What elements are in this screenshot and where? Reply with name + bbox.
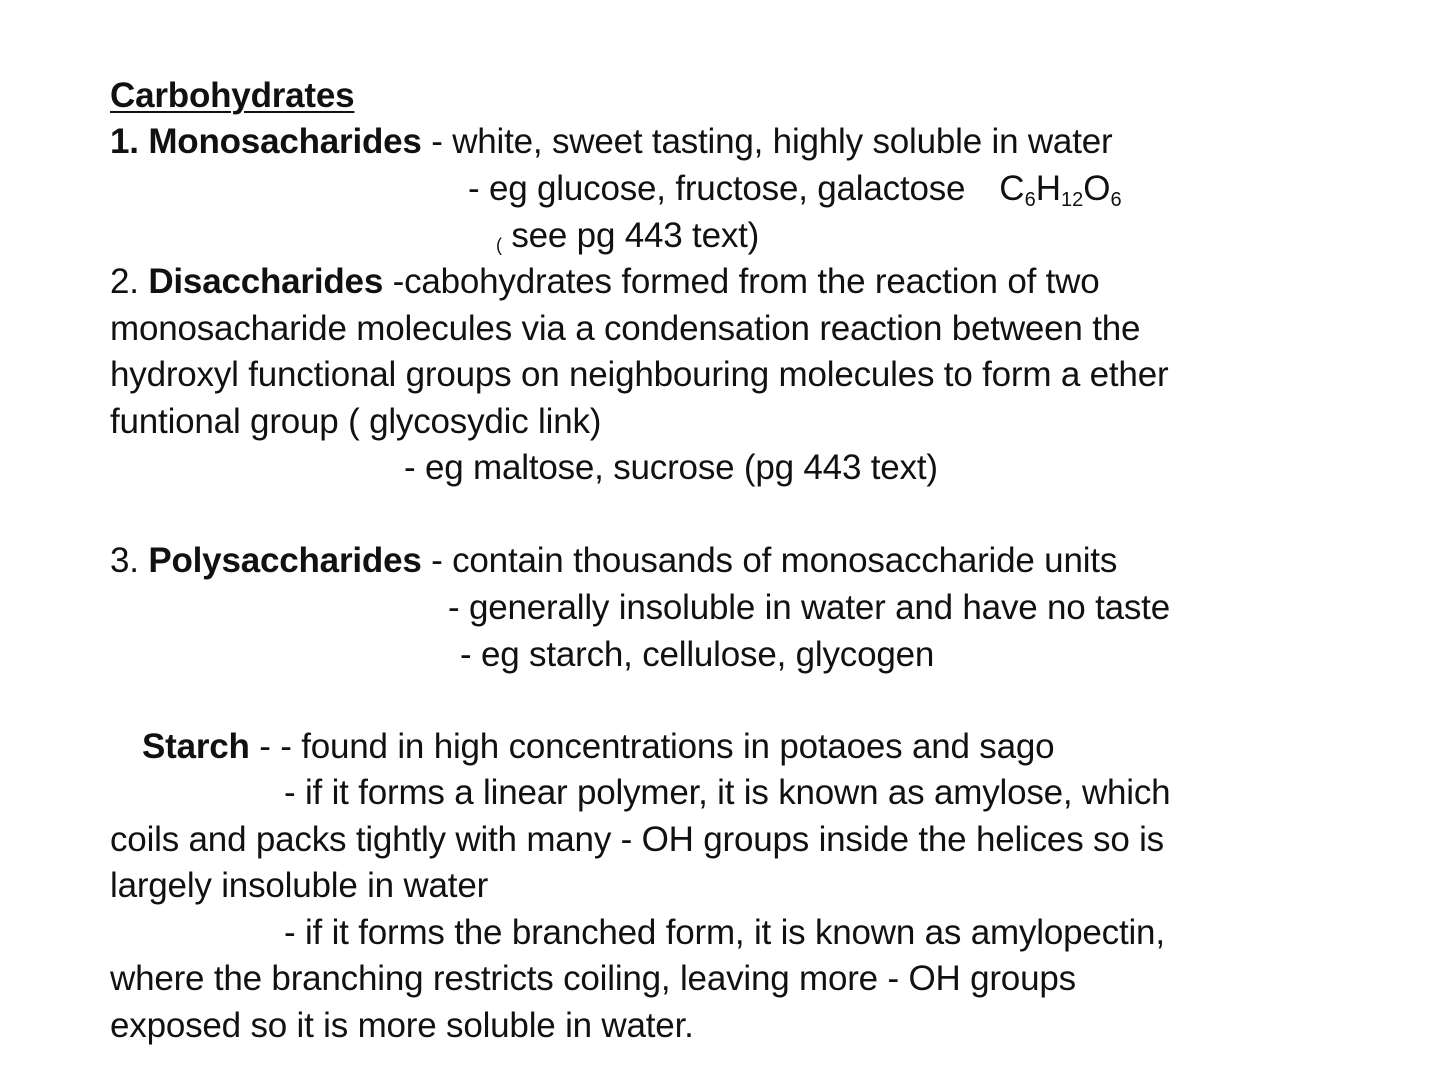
polysaccharides-line-2: - generally insoluble in water and have no taste (448, 588, 1170, 627)
starch-line-3: coils and packs tightly with many - OH groups inside the helices so is (110, 820, 1164, 859)
starch-line-7: exposed so it is more soluble in water. (110, 1006, 694, 1045)
monosaccharides-examples: - eg glucose, fructose, galactose (468, 169, 966, 208)
starch-line-2: - if it forms a linear polymer, it is known as amylose, which (284, 773, 1171, 812)
disaccharides-line-3: hydroxyl functional groups on neighbouring molecules to form a ether (110, 355, 1169, 394)
polysaccharides-heading: Polysaccharides (148, 541, 422, 580)
disaccharides-heading: Disaccharides (148, 262, 384, 301)
page-title: Carbohydrates (110, 76, 355, 115)
monosaccharides-line-1 (110, 120, 1112, 164)
disaccharides-line-1: 2. Disaccharides -cabohydrates formed from the reaction of two (110, 262, 1100, 301)
starch-line-4: largely insoluble in water (110, 866, 489, 905)
monosaccharides-heading: 1. Monosacharides (110, 122, 422, 161)
starch-heading: Starch (142, 727, 250, 766)
disaccharides-examples: - eg maltose, sucrose (pg 443 text) (404, 448, 938, 487)
monosaccharides-reference: ( see pg 443 text) (496, 216, 760, 255)
monosaccharides-description: - white, sweet tasting, highly soluble in water (421, 122, 1113, 161)
starch-line-5: - if it forms the branched form, it is known as amylopectin, (284, 913, 1165, 952)
polysaccharides-line-1: 3. Polysaccharides - contain thousands of monosaccharide units (110, 541, 1118, 580)
polysaccharides-examples: - eg starch, cellulose, glycogen (460, 635, 935, 674)
disaccharides-line-4: funtional group ( glycosydic link) (110, 402, 602, 441)
starch-line-1: Starch - - found in high concentrations in potaoes and sago (142, 727, 1055, 766)
glucose-formula: $C_6H_{12}O_6$ (999, 169, 1122, 211)
disaccharides-line-2: monosacharide molecules via a condensation reaction between the (110, 309, 1141, 348)
starch-line-6: where the branching restricts coiling, leaving more - OH groups (110, 959, 1076, 998)
